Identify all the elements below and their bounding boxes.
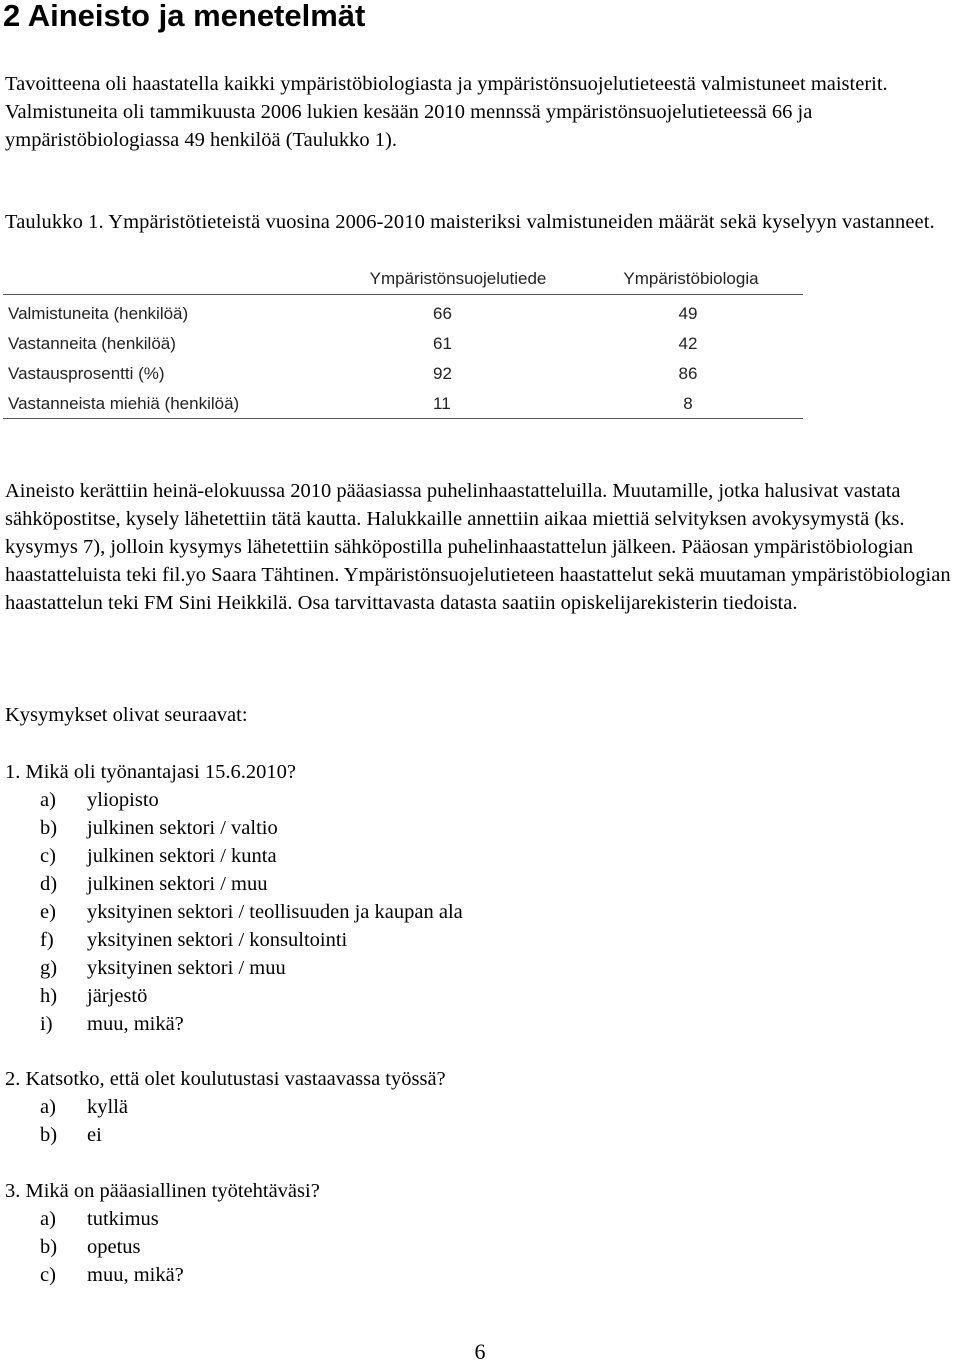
option-text: tutkimus (87, 1208, 159, 1230)
list-item (40, 1233, 320, 1261)
option-letter: i) (40, 1013, 53, 1035)
option-text: kyllä (87, 1096, 128, 1118)
option-text: järjestö (87, 985, 148, 1007)
option-letter: c) (40, 1264, 56, 1286)
option-text: julkinen sektori / kunta (87, 845, 277, 867)
option-text: yliopisto (87, 789, 159, 811)
list-item (40, 870, 463, 898)
option-letter: a) (40, 1208, 56, 1230)
question-1 (5, 758, 463, 1038)
table-row (3, 299, 803, 329)
option-letter: f) (40, 929, 54, 951)
option-text: yksityinen sektori / teollisuuden ja kaupan ala (87, 901, 463, 923)
list-item (40, 814, 463, 842)
option-text: yksityinen sektori / muu (87, 957, 286, 979)
option-text: yksityinen sektori / konsultointi (87, 929, 348, 951)
option-text: muu, mikä? (87, 1013, 184, 1035)
cell-value: 61 (433, 334, 452, 353)
question-2 (5, 1065, 446, 1149)
table-row (3, 329, 803, 359)
row-label: Valmistuneita (henkilöä) (8, 304, 189, 323)
questions-label: Kysymykset olivat seuraavat: (5, 704, 248, 726)
option-list (5, 1093, 446, 1149)
list-item (40, 926, 463, 954)
row-label: Vastanneita (henkilöä) (8, 334, 176, 353)
list-item (40, 786, 463, 814)
option-letter: g) (40, 957, 58, 979)
list-item (40, 1205, 320, 1233)
question-title: 2. Katsotko, että olet koulutustasi vastaavassa työssä? (5, 1068, 446, 1090)
column-header-ympäristöbiologia: Ympäristöbiologia (623, 269, 759, 288)
list-item (40, 1261, 320, 1289)
question-title: 1. Mikä oli työnantajasi 15.6.2010? (5, 761, 296, 783)
option-letter: b) (40, 1236, 58, 1258)
option-letter: a) (40, 1096, 56, 1118)
cell-value: 49 (678, 304, 698, 323)
option-text: opetus (87, 1236, 141, 1258)
list-item (40, 982, 463, 1010)
section-heading: 2 Aineisto ja menetelmät (3, 0, 366, 33)
option-letter: b) (40, 817, 58, 839)
cell-value: 92 (433, 364, 452, 383)
option-text: julkinen sektori / muu (87, 873, 268, 895)
list-item (40, 1121, 446, 1149)
row-label: Vastausprosentti (%) (8, 364, 165, 383)
option-letter: b) (40, 1124, 58, 1146)
table-bottom-rule (3, 418, 803, 419)
cell-value: 86 (678, 364, 698, 383)
cell-value: 8 (683, 394, 693, 413)
list-item (40, 1093, 446, 1121)
option-text: ei (87, 1124, 102, 1146)
cell-value: 66 (433, 304, 452, 323)
cell-value: 11 (433, 394, 451, 413)
list-item (40, 842, 463, 870)
option-letter: a) (40, 789, 56, 811)
option-letter: d) (40, 873, 58, 895)
table-caption: Taulukko 1. Ympäristötieteistä vuosina 2006-2010 maisteriksi valmistuneiden määrät sekä kyselyyn vastanneet. (5, 211, 935, 233)
list-item (40, 954, 463, 982)
method-paragraph: Aineisto kerättiin heinä-elokuussa 2010 pääasiassa puhelinhaastatteluilla. Muutamille, jotka halusivat vastata sähköpostitse, kysely lähetettiin tätä kautta. Halukkaille annettiin aikaa miettiä selvityksen avokysymystä (ks. kysymys 7), jolloin kysymys lähetettiin sähköpostilla puhelinhaastattelun jälkeen. Pääosan ympäristöbiologian haastatteluista teki fil.yo Saara Tähtinen. Ympäristönsuojelutieteen haastattelut sekä muutaman ympäristöbiologian haastattelun teki FM Sini Heikkilä. Osa tarvittavasta datasta saatiin opiskelijarekisterin tiedoista. (5, 480, 951, 614)
option-text: muu, mikä? (87, 1264, 184, 1286)
row-label: Vastanneista miehiä (henkilöä) (8, 394, 240, 413)
table-row (3, 359, 803, 389)
option-letter: c) (40, 845, 56, 867)
question-3 (5, 1177, 320, 1289)
table-top-rule (3, 294, 803, 295)
option-letter: e) (40, 901, 56, 923)
page-number: 6 (474, 1339, 486, 1364)
option-list (5, 1205, 320, 1289)
option-letter: h) (40, 985, 58, 1007)
column-header-ympäristönsuojelutiede: Ympäristönsuojelutiede (369, 269, 547, 288)
option-list (5, 786, 463, 1038)
option-text: julkinen sektori / valtio (87, 817, 278, 839)
question-title: 3. Mikä on pääasiallinen työtehtäväsi? (5, 1180, 320, 1202)
cell-value: 42 (678, 334, 698, 353)
intro-paragraph: Tavoitteena oli haastatella kaikki ympäristöbiologiasta ja ympäristönsuojelutieteestä valmistuneet maisterit. Valmistuneita oli tammikuusta 2006 lukien kesään 2010 mennssä ympäristönsuojelutieteessä 66 ja ympäristöbiologiassa 49 henkilöä (Taulukko 1). (5, 73, 888, 151)
table-row (3, 389, 803, 419)
table-header-row (3, 263, 803, 296)
list-item (40, 1010, 463, 1038)
results-table (3, 263, 803, 413)
list-item (40, 898, 463, 926)
